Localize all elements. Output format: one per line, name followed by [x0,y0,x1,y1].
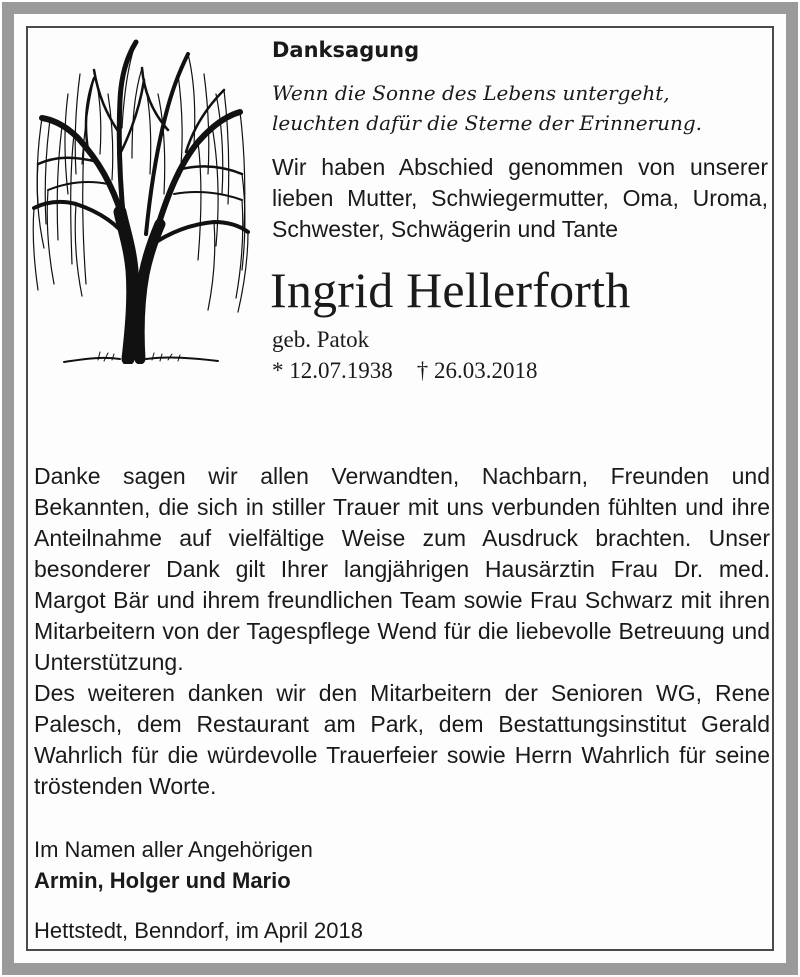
thanks-text [34,461,770,802]
thanks-paragraph-2: Des weiteren danken wir den Mitarbeitern der Senioren WG, Rene Palesch, dem Restaurant am Park, dem Bestattungsinstitut Gerald Wahrlich für die würdevolle Trauerfeier sowie Herrn Wahrlich für seine tröstenden Worte. [34,680,770,799]
motto-line-1: Wenn die Sonne des Lebens untergeht, [272,81,670,105]
on-behalf-line: Im Namen aller Angehörigen [34,837,313,862]
life-dates [272,355,768,387]
intro-text: Wir haben Abschied genommen von unserer lieben Mutter, Schwiegermutter, Oma, Uroma, Schwester, Schwägerin und Tante [272,154,768,242]
motto [272,78,768,138]
signatories: Armin, Holger und Mario [34,868,291,893]
deceased-name: Ingrid Hellerforth [270,262,631,318]
willow-tree-icon [28,34,250,364]
header-column [272,36,768,387]
motto-line-2: leuchten dafür die Sterne der Erinnerung. [272,111,703,135]
birth-date: * 12.07.1938 [272,358,393,383]
closing [34,834,770,896]
thanks-paragraph-1: Danke sagen wir allen Verwandten, Nachbarn, Freunden und Bekannten, die sich in stiller Trauer mit uns verbunden fühlten und ihre Anteilnahme auf vielfältige Weise zum Ausdruck brachten. Unser besonderer Dank gilt Ihrer langjährigen Hausärztin Frau Dr. med. Margot Bär und ihrem freundlichen Team sowie Frau Schwarz mit ihren Mitarbeitern von der Tagespflege Wend für die liebevolle Betreuung und Unterstützung. [34,463,770,675]
heading: Danksagung [272,38,420,62]
place-date: Hettstedt, Benndorf, im April 2018 [34,918,363,943]
death-date: † 26.03.2018 [416,358,538,383]
birth-name: geb. Patok [272,327,370,352]
